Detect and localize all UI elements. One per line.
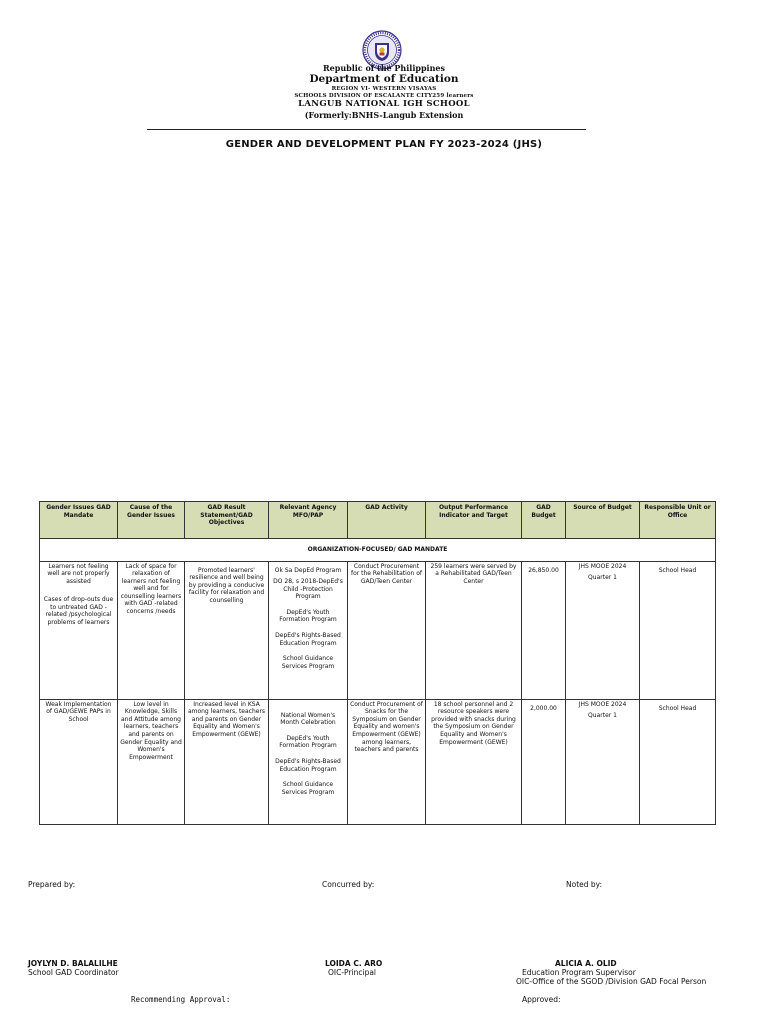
mfo-item: School Guidance Services Program	[281, 655, 335, 670]
school-formerly: (Formerly:BNHS-Langub Extension	[304, 110, 464, 120]
mfo-item: DO 28, s 2018-DepEd's Child -Protection Program	[273, 578, 343, 601]
quarter-text: Quarter 1	[588, 712, 617, 720]
concurred-title: OIC-Principal	[328, 968, 377, 977]
quarter-text: Quarter 1	[588, 574, 617, 582]
recommending-approval-label: Recommending Approval:	[131, 995, 231, 1004]
budget-value: 26,850.00	[528, 566, 559, 574]
prepared-title: School GAD Coordinator	[28, 968, 119, 977]
budget-cell	[522, 561, 566, 699]
budget-value: 2,000.00	[530, 704, 557, 712]
col-header: Responsible Unit or Office	[640, 502, 716, 539]
document-title: GENDER AND DEVELOPMENT PLAN FY 2023-2024 (JHS)	[225, 139, 543, 150]
republic-label: Republic of the Philippines	[322, 63, 445, 73]
noted-name: ALICIA A. OLID	[555, 959, 617, 968]
noted-by-label: Noted by:	[566, 880, 603, 889]
header-divider	[147, 129, 586, 130]
output-cell: 18 school personnel and 2 resource speakers were provided with snacks during the Symposium on Gender Equality and Women's Empowerment (GEWE)	[426, 699, 522, 824]
office-cell	[640, 561, 716, 699]
table-row	[40, 699, 716, 824]
table-header-row	[40, 502, 716, 539]
col-header: Output Performance Indicator and Target	[426, 502, 522, 539]
activity-cell: Conduct Procurement of Snacks for the Symposium on Gender Equality and women's Empowerment (GEWE) among learners, teachers and parents	[348, 699, 426, 824]
division-label: SCHOOLS DIVISION OF ESCALANTE CITY259 learners	[294, 93, 474, 99]
mfo-item: DepEd's Youth Formation Program	[279, 608, 337, 624]
result-cell: Increased level in KSA among learners, teachers and parents on Gender Equality and Women's Empowerment (GEWE)	[185, 699, 269, 824]
col-header: GAD Result Statement/GAD Objectives	[185, 502, 269, 539]
output-cell: 259 learners were served by a Rehabilitated GAD/Teen Center	[426, 561, 522, 699]
noted-title: Education Program Supervisor	[522, 968, 636, 977]
mfo-item: DepEd's Youth Formation Program	[279, 734, 337, 750]
mfo-item: DepEd's Rights-Based Education Program	[275, 758, 341, 773]
activity-cell: Conduct Procurement for the Rehabilitation of GAD/Teen Center	[348, 561, 426, 699]
prepared-by-label: Prepared by:	[28, 880, 76, 889]
col-header: GAD Budget	[522, 502, 566, 539]
mfo-cell	[269, 561, 348, 699]
mfo-item: School Guidance Services Program	[281, 781, 335, 796]
office-cell	[640, 699, 716, 824]
mfo-item: Ok Sa DepEd Program	[274, 566, 342, 574]
source-cell	[566, 699, 640, 824]
department-name: Department of Education	[309, 73, 459, 85]
cause-cell: Low level in Knowledge, Skills and Attitude among learners, teachers and parents on Gender Equality and Women's Empowerment	[118, 699, 185, 824]
gender-issue-text-2: Cases of drop-outs due to untreated GAD -related /psychological problems of learners	[43, 596, 114, 627]
noted-title-2: OIC-Office of the SGOD /Division GAD Focal Person	[516, 977, 707, 986]
source-cell	[566, 561, 640, 699]
mfo-item: National Women's Month Celebration	[280, 711, 336, 727]
gender-issue-cell	[40, 561, 118, 699]
concurred-by-label: Concurred by:	[322, 880, 375, 889]
gad-plan-table	[39, 501, 716, 825]
cause-cell: Lack of space for relaxation of learners not feeling well and for counselling learners with GAD -related concerns /needs	[118, 561, 185, 699]
concurred-name: LOIDA C. ARO	[325, 959, 383, 968]
col-header: Source of Budget	[566, 502, 640, 539]
office-text: School Head	[658, 704, 697, 712]
school-name: LANGUB NATIONAL IGH SCHOOL	[298, 99, 470, 109]
region-label: REGION VI- WESTERN VISAYAS	[331, 86, 437, 92]
budget-cell	[522, 699, 566, 824]
office-text: School Head	[658, 566, 697, 574]
section-label: ORGANIZATION-FOCUSED/ GAD MANDATE	[40, 539, 716, 561]
result-text: Promoted learners' resilience and well being by providing a conducive facility for relaxation and counselling	[188, 566, 265, 604]
approved-label: Approved:	[522, 995, 561, 1004]
mfo-cell	[269, 699, 348, 824]
col-header: GAD Activity	[348, 502, 426, 539]
section-row	[40, 539, 716, 561]
mfo-item: DepEd's Rights-Based Education Program	[275, 632, 341, 647]
col-header: Gender Issues GAD Mandate	[40, 502, 118, 539]
col-header: Relevant Agency MFO/PAP	[269, 502, 348, 539]
source-text: JHS MOOE 2024	[578, 562, 627, 570]
gender-issue-text: Learners not feeling well are not properly assisted	[47, 562, 110, 585]
table-row	[40, 561, 716, 699]
col-header: Cause of the Gender Issues	[118, 502, 185, 539]
source-text: JHS MOOE 2024	[578, 700, 627, 708]
gender-issue-cell: Weak Implementation of GAD/GEWE PAPs in School	[40, 699, 118, 824]
prepared-name: JOYLYN D. BALALILHE	[28, 959, 118, 968]
result-cell	[185, 561, 269, 699]
